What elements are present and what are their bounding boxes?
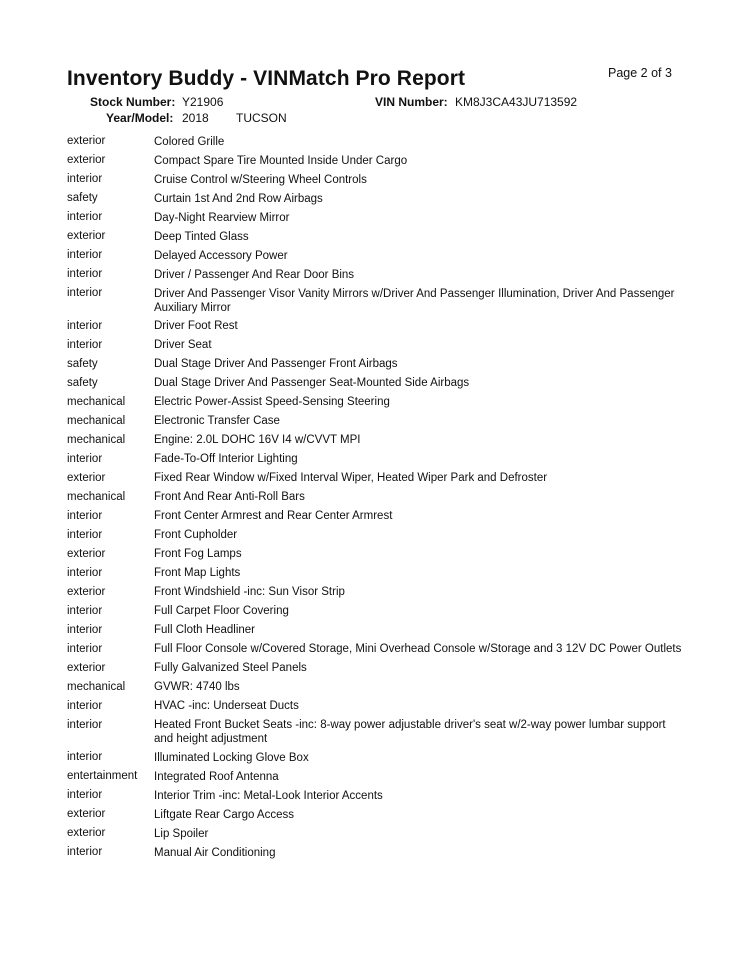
- feature-description: Illuminated Locking Glove Box: [154, 751, 309, 764]
- feature-row: [67, 678, 687, 697]
- feature-row: [67, 488, 687, 507]
- report-title: Inventory Buddy - VINMatch Pro Report: [67, 67, 466, 90]
- feature-description: Engine: 2.0L DOHC 16V I4 w/CVVT MPI: [154, 434, 361, 446]
- feature-category: safety: [67, 376, 98, 389]
- feature-row: [67, 824, 687, 843]
- feature-description: Day-Night Rearview Mirror: [154, 211, 290, 224]
- feature-category: exterior: [67, 827, 106, 839]
- feature-description: HVAC -inc: Underseat Ducts: [154, 700, 299, 712]
- feature-description: Driver Foot Rest: [154, 320, 238, 332]
- feature-row: [67, 132, 687, 151]
- feature-description: Fade-To-Off Interior Lighting: [154, 453, 298, 465]
- feature-description: Front Windshield -inc: Sun Visor Strip: [154, 586, 345, 598]
- vin-value: KM8J3CA43JU713592: [455, 95, 578, 109]
- feature-row: [67, 805, 687, 824]
- feature-category: interior: [67, 566, 103, 579]
- feature-row: [67, 602, 687, 621]
- feature-description: Driver And Passenger Visor Vanity Mirrors w/Driver And Passenger Illumination, Driver And Passenger Auxiliary Mirror: [154, 287, 675, 314]
- feature-description: Front And Rear Anti-Roll Bars: [154, 491, 305, 503]
- page-indicator: Page 2 of 3: [608, 66, 672, 80]
- feature-row: [67, 151, 687, 170]
- feature-category: interior: [67, 287, 103, 299]
- vin-label: VIN Number:: [375, 95, 448, 109]
- feature-category: interior: [67, 642, 103, 655]
- feature-category: exterior: [67, 585, 106, 598]
- feature-category: interior: [67, 319, 103, 332]
- feature-category: mechanical: [67, 414, 126, 427]
- feature-description: Colored Grille: [154, 135, 225, 148]
- feature-category: interior: [67, 623, 103, 636]
- feature-description: Full Cloth Headliner: [154, 624, 255, 636]
- feature-row: [67, 640, 687, 659]
- feature-category: interior: [67, 528, 103, 541]
- feature-category: interior: [67, 509, 103, 522]
- feature-row: [67, 748, 687, 767]
- feature-description: Electronic Transfer Case: [154, 415, 280, 427]
- feature-description: Driver Seat: [154, 339, 212, 351]
- feature-description: Front Map Lights: [154, 567, 241, 579]
- feature-category: mechanical: [67, 680, 126, 693]
- feature-category: interior: [67, 846, 103, 858]
- feature-row: [67, 507, 687, 526]
- feature-description: Compact Spare Tire Mounted Inside Under Cargo: [154, 154, 408, 167]
- feature-category: safety: [67, 357, 98, 370]
- feature-description: Curtain 1st And 2nd Row Airbags: [154, 192, 323, 205]
- feature-description: Cruise Control w/Steering Wheel Controls: [154, 173, 367, 186]
- feature-row: [67, 412, 687, 431]
- feature-category: exterior: [67, 154, 106, 166]
- feature-description: Lip Spoiler: [154, 827, 209, 840]
- feature-row: [67, 767, 687, 786]
- year-model-label: Year/Model:: [106, 111, 174, 125]
- feature-description: Interior Trim -inc: Metal-Look Interior Accents: [154, 789, 383, 802]
- feature-row: [67, 469, 687, 488]
- feature-category: exterior: [67, 135, 106, 147]
- model-value: TUCSON: [236, 111, 287, 125]
- feature-row: [67, 393, 687, 412]
- feature-description: Electric Power-Assist Speed-Sensing Steering: [154, 396, 390, 408]
- feature-description: Fixed Rear Window w/Fixed Interval Wiper, Heated Wiper Park and Defroster: [154, 472, 548, 484]
- feature-description: Integrated Roof Antenna: [154, 770, 279, 783]
- feature-description: Front Fog Lamps: [154, 548, 242, 560]
- feature-category: interior: [67, 699, 103, 712]
- feature-row: [67, 450, 687, 469]
- feature-row: [67, 284, 687, 317]
- feature-row: [67, 564, 687, 583]
- feature-description: Delayed Accessory Power: [154, 249, 288, 262]
- feature-description: Front Center Armrest and Rear Center Armrest: [154, 510, 393, 522]
- feature-category: interior: [67, 751, 103, 763]
- feature-row: [67, 545, 687, 564]
- feature-category: mechanical: [67, 490, 126, 503]
- feature-category: interior: [67, 173, 103, 185]
- feature-category: exterior: [67, 230, 106, 242]
- feature-category: exterior: [67, 661, 106, 674]
- feature-row: [67, 583, 687, 602]
- feature-description: GVWR: 4740 lbs: [154, 681, 240, 693]
- feature-category: exterior: [67, 471, 106, 484]
- feature-category: interior: [67, 789, 103, 801]
- feature-row: [67, 659, 687, 678]
- feature-description: Deep Tinted Glass: [154, 230, 249, 243]
- feature-description: Manual Air Conditioning: [154, 846, 276, 859]
- feature-row: [67, 227, 687, 246]
- feature-description: Liftgate Rear Cargo Access: [154, 808, 294, 821]
- feature-row: [67, 336, 687, 355]
- feature-category: interior: [67, 338, 103, 351]
- feature-category: interior: [67, 268, 103, 280]
- feature-row: [67, 246, 687, 265]
- feature-category: interior: [67, 211, 103, 223]
- feature-description: Full Carpet Floor Covering: [154, 605, 289, 617]
- feature-row: [67, 697, 687, 716]
- feature-description: Front Cupholder: [154, 529, 238, 541]
- feature-row: [67, 317, 687, 336]
- feature-row: [67, 170, 687, 189]
- feature-description: Dual Stage Driver And Passenger Seat-Mounted Side Airbags: [154, 377, 470, 389]
- feature-category: interior: [67, 604, 103, 617]
- stock-number-value: Y21906: [182, 95, 224, 109]
- feature-row: [67, 208, 687, 227]
- feature-description: Full Floor Console w/Covered Storage, Mini Overhead Console w/Storage and 3 12V DC Power Outlets: [154, 643, 682, 655]
- stock-number-label: Stock Number:: [90, 95, 176, 109]
- feature-row: [67, 526, 687, 545]
- feature-description: Driver / Passenger And Rear Door Bins: [154, 268, 355, 281]
- feature-category: interior: [67, 452, 103, 465]
- feature-row: [67, 374, 687, 393]
- feature-category: exterior: [67, 808, 106, 820]
- feature-row: [67, 843, 687, 862]
- feature-row: [67, 189, 687, 208]
- feature-category: mechanical: [67, 395, 126, 408]
- feature-category: exterior: [67, 547, 106, 560]
- feature-row: [67, 355, 687, 374]
- feature-category: interior: [67, 249, 103, 261]
- feature-description: Fully Galvanized Steel Panels: [154, 662, 307, 674]
- feature-description: Dual Stage Driver And Passenger Front Airbags: [154, 358, 398, 370]
- feature-row: [67, 786, 687, 805]
- feature-row: [67, 265, 687, 284]
- feature-category: safety: [67, 192, 98, 204]
- features-list: [67, 132, 687, 862]
- feature-description: Heated Front Bucket Seats -inc: 8-way power adjustable driver's seat w/2-way power lumbar support and height adjustment: [154, 719, 666, 745]
- feature-row: [67, 621, 687, 640]
- year-value: 2018: [182, 111, 209, 125]
- feature-category: mechanical: [67, 433, 126, 446]
- feature-row: [67, 431, 687, 450]
- feature-category: entertainment: [67, 770, 138, 782]
- feature-category: interior: [67, 718, 103, 731]
- feature-row: [67, 716, 687, 749]
